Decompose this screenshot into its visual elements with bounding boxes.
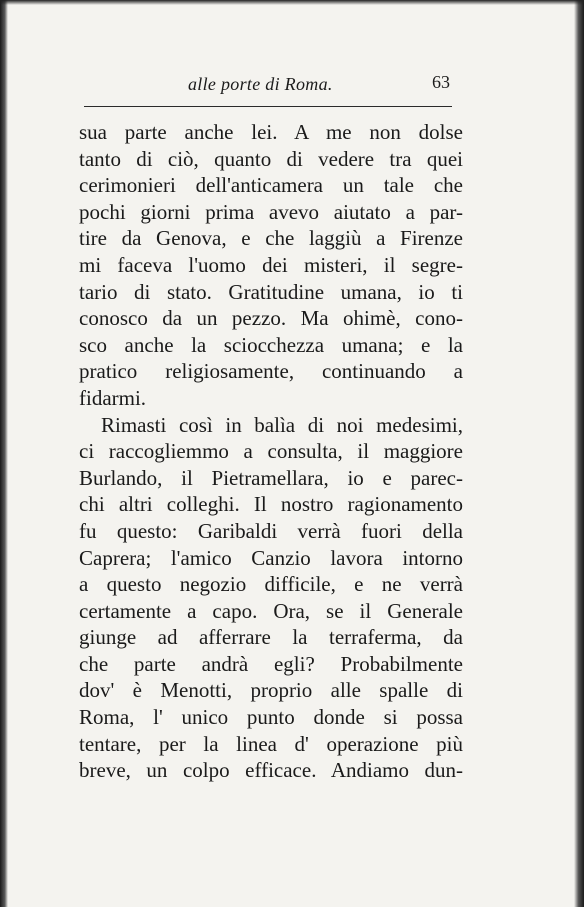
text-line: fidarmi. [79,385,147,410]
running-title: alle porte di Roma. [188,74,333,94]
text-line: cerimonieri dell'anticamera un tale che [79,173,463,198]
text-line: tire da Genova, e che laggiù a Firenze [79,226,463,251]
scan-edge-top [0,0,584,5]
text-line: giunge ad afferrare la terraferma, da [79,625,463,650]
text-line: dov' è Menotti, proprio alle spalle di [79,678,463,703]
text-line: tario di stato. Gratitudine umana, io ti [79,279,463,304]
scan-edge-left [0,0,8,907]
text-line: breve, un colpo efficace. Andiamo dun- [79,758,463,783]
text-line: Caprera; l'amico Canzio lavora intorno [79,545,463,570]
header-rule [84,106,452,107]
text-line: certamente a capo. Ora, se il Generale [79,598,463,623]
text-line: fu questo: Garibaldi verrà fuori della [79,518,463,543]
text-line: a questo negozio difficile, e ne verrà [79,572,463,597]
page-header [84,70,452,100]
body-text [79,119,463,784]
text-line: pochi giorni prima avevo aiutato a par- [79,199,463,224]
text-line: ci raccogliemmo a consulta, il maggiore [79,439,463,464]
text-line: Rimasti così in balìa di noi medesimi, [101,412,463,437]
text-line: Roma, l' unico punto donde si possa [79,705,463,730]
text-line: tanto di ciò, quanto di vedere tra quei [79,146,463,171]
text-line: che parte andrà egli? Probabilmente [79,651,463,676]
text-line: Burlando, il Pietramellara, io e parec- [79,465,463,490]
page-number: 63 [432,72,450,92]
scan-edge-right [574,0,584,907]
text-line: pratico religiosamente, continuando a [79,359,463,384]
text-line: chi altri colleghi. Il nostro ragionamento [79,492,463,517]
text-line: tentare, per la linea d' operazione più [79,731,463,756]
text-line: sua parte anche lei. A me non dolse [79,120,463,144]
text-line: sco anche la sciocchezza umana; e la [79,332,463,357]
text-line: conosco da un pezzo. Ma ohimè, cono- [79,306,463,331]
text-line: mi faceva l'uomo dei misteri, il segre- [79,252,463,277]
